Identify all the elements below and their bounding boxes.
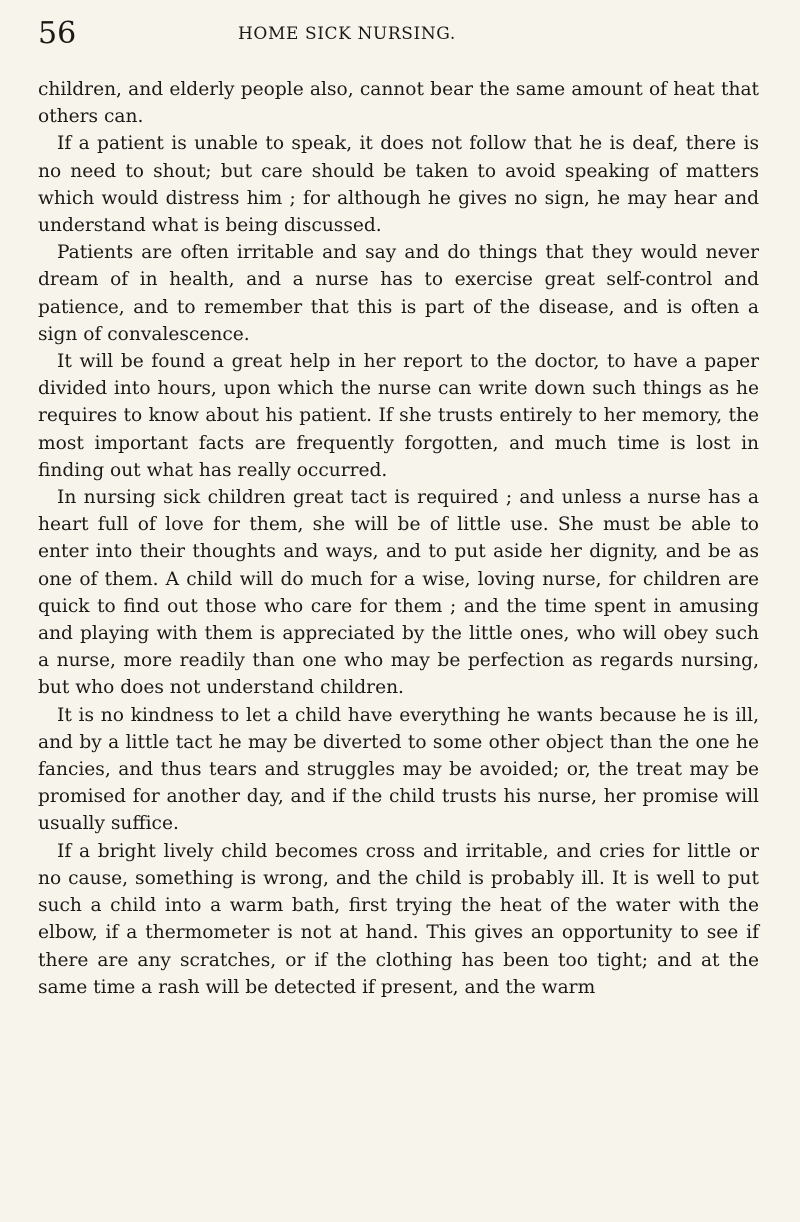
page-number: 56 xyxy=(38,16,77,51)
paragraph-continuation: children, and elderly people also, cannot bear the same amount of heat that others can. xyxy=(38,79,759,128)
paragraph-patient-unable-to-speak: If a patient is unable to speak, it does not follow that he is deaf, there is no need to shout; but care should be taken to avoid speaking of matters which would distress him ; for although he gives no sign, he may hear and understand what is being discussed. xyxy=(38,133,759,237)
paragraph-irritable-patients: Patients are often irritable and say and do things that they would never dream of in health, and a nurse has to exercise great self-control and patience, and to remember that this is part of the disease, and is often a sign of convalescence. xyxy=(38,242,759,345)
page-header xyxy=(38,14,760,54)
paragraph-report-to-doctor: It will be found a great help in her report to the doctor, to have a paper divided into hours, upon which the nurse can write down such things as he requires to know about his patient. If she trusts entirely to her memory, the most important facts are frequently forgotten, and much time is lost in finding out what has really occurred. xyxy=(38,351,759,481)
paragraph-bright-child: If a bright lively child becomes cross and irritable, and cries for little or no cause, something is wrong, and the child is probably ill. It is well to put such a child into a warm bath, first trying the heat of the water with the elbow, if a thermometer is not at hand. This gives an opportunity to see if there are any scratches, or if the clothing has been too tight; and at the same time a rash will be detected if present, and the warm xyxy=(38,840,759,998)
paragraph-kindness: It is no kindness to let a child have everything he wants because he is ill, and by a little tact he may be diverted to some other object than the one he fancies, and thus tears and struggles may be avoided; or, the treat may be promised for another day, and if the child trusts his nurse, her promise will usually suffice. xyxy=(38,704,759,835)
page-body xyxy=(38,76,759,1001)
running-title: HOME SICK NURSING. xyxy=(238,24,456,44)
paragraph-nursing-children: In nursing sick children great tact is required ; and unless a nurse has a heart full of love for them, she will be of little use. She must be able to enter into their thoughts and ways, and to put aside her dignity, and be as one of them. A child will do much for a wise, loving nurse, for children are quick to find out those who care for them ; and the time spent in amusing and playing with them is appreciated by the little ones, who will obey such a nurse, more readily than one who may be perfection as regards nursing, but who does not understand children. xyxy=(38,487,759,699)
